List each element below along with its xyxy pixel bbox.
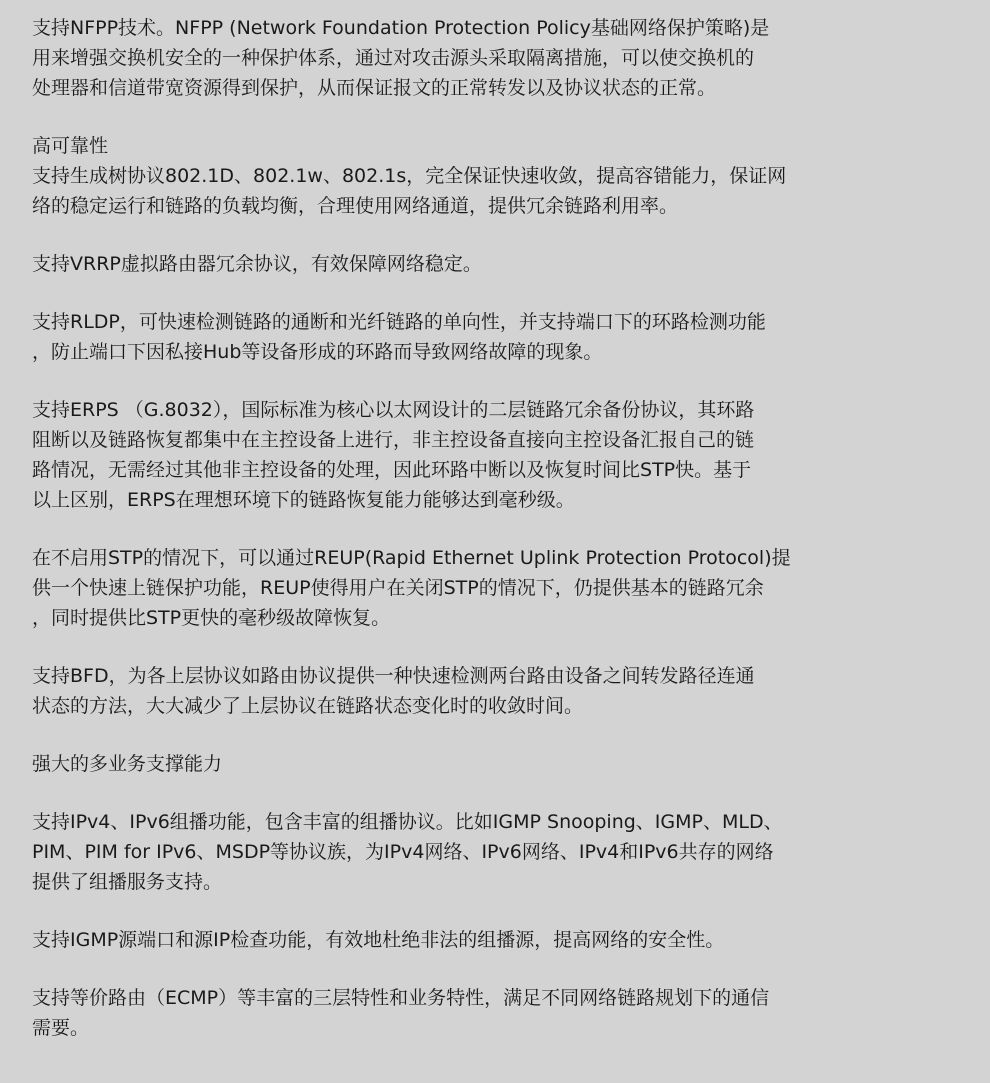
text-line: 以上区别，ERPS在理想环境下的链路恢复能力能够达到毫秒级。: [32, 489, 575, 511]
text-line: 支持IGMP源端口和源IP检查功能，有效地杜绝非法的组播源，提高网络的安全性。: [32, 929, 725, 951]
paragraph-vrrp: [32, 249, 966, 279]
paragraph-erps: [32, 395, 966, 515]
paragraph-reup: [32, 543, 966, 633]
text-line: 支持VRRP虚拟路由器冗余协议，有效保障网络稳定。: [32, 253, 482, 275]
text-line: 支持BFD，为各上层协议如路由协议提供一种快速检测两台路由设备之间转发路径连通: [32, 665, 755, 687]
text-line: ，同时提供比STP更快的毫秒级故障恢复。: [32, 607, 391, 629]
text-line: 支持IPv4、IPv6组播功能，包含丰富的组播协议。比如IGMP Snooping、IGMP、MLD、: [32, 811, 783, 833]
text-line: 提供了组播服务支持。: [32, 871, 223, 893]
paragraph-bfd: [32, 661, 966, 721]
paragraph-ecmp: [32, 983, 966, 1043]
paragraph-high-reliability: [32, 131, 966, 221]
text-line: PIM、PIM for IPv6、MSDP等协议族，为IPv4网络、IPv6网络、IPv4和IPv6共存的网络: [32, 841, 774, 863]
text-line: 支持RLDP，可快速检测链路的通断和光纤链路的单向性，并支持端口下的环路检测功能: [32, 311, 766, 333]
text-line: 处理器和信道带宽资源得到保护，从而保证报文的正常转发以及协议状态的正常。: [32, 77, 717, 99]
paragraph-rldp: [32, 307, 966, 367]
text-line: 在不启用STP的情况下，可以通过REUP(Rapid Ethernet Uplink Protection Protocol)提: [32, 547, 791, 569]
text-line: 支持生成树协议802.1D、802.1w、802.1s，完全保证快速收敛，提高容错能力，保证网: [32, 165, 787, 187]
paragraph-multi-service: [32, 749, 966, 779]
section-heading: 高可靠性: [32, 135, 109, 157]
paragraph-nfpp: [32, 13, 966, 103]
section-heading: 强大的多业务支撑能力: [32, 753, 223, 775]
text-line: 用来增强交换机安全的一种保护体系，通过对攻击源头采取隔离措施，可以使交换机的: [32, 47, 755, 69]
text-line: 支持ERPS （G.8032），国际标准为核心以太网设计的二层链路冗余备份协议，其环路: [32, 399, 755, 421]
paragraph-multicast: [32, 807, 966, 897]
paragraph-igmp-source: [32, 925, 966, 955]
text-line: 阻断以及链路恢复都集中在主控设备上进行，非主控设备直接向主控设备汇报自己的链: [32, 429, 755, 451]
text-line: 络的稳定运行和链路的负载均衡，合理使用网络通道，提供冗余链路利用率。: [32, 195, 679, 217]
text-line: 需要。: [32, 1017, 90, 1039]
text-line: 支持等价路由（ECMP）等丰富的三层特性和业务特性，满足不同网络链路规划下的通信: [32, 987, 770, 1009]
text-line: ，防止端口下因私接Hub等设备形成的环路而导致网络故障的现象。: [32, 341, 603, 363]
text-line: 支持NFPP技术。NFPP (Network Foundation Protection Policy基础网络保护策略)是: [32, 17, 770, 39]
text-line: 状态的方法，大大减少了上层协议在链路状态变化时的收敛时间。: [32, 695, 584, 717]
text-line: 供一个快速上链保护功能，REUP使得用户在关闭STP的情况下，仍提供基本的链路冗余: [32, 577, 764, 599]
text-line: 路情况，无需经过其他非主控设备的处理，因此环路中断以及恢复时间比STP快。基于: [32, 459, 752, 481]
